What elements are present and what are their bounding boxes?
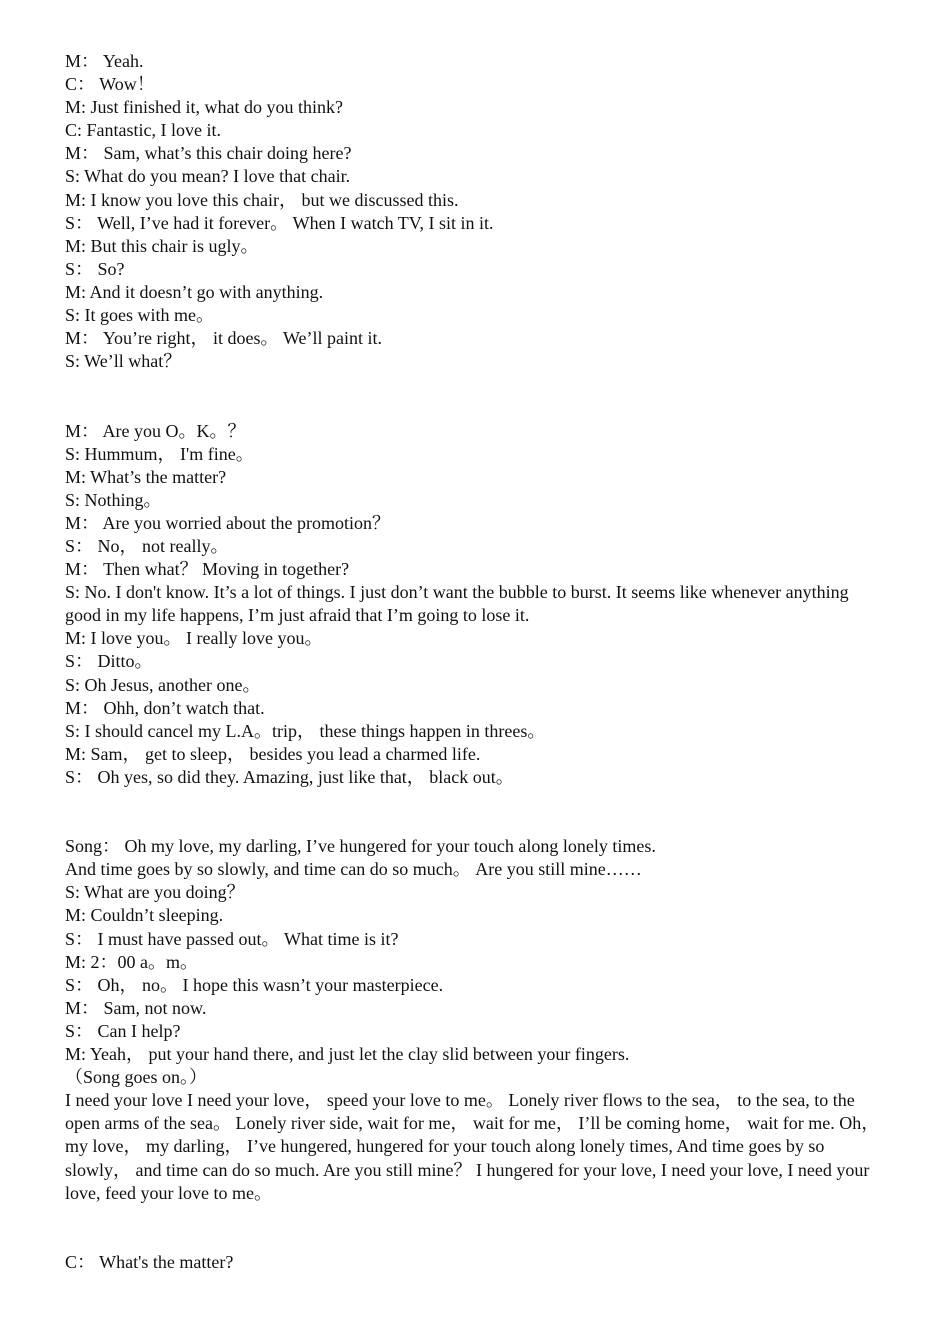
dialogue-line: M: Just finished it, what do you think? (65, 97, 343, 118)
dialogue-line: C: Fantastic, I love it. (65, 120, 221, 141)
dialogue-line: S： Can I help? (65, 1020, 181, 1041)
dialogue-line: S: I should cancel my L.A。trip， these things happen in threes。 (65, 720, 546, 741)
dialogue-line: S： Ditto。 (65, 651, 153, 672)
dialogue-line: M： Ohh, don’t watch that. (65, 697, 265, 718)
dialogue-line: S: It goes with me。 (65, 305, 214, 326)
dialogue-line: S： Oh yes, so did they. Amazing, just like that， black out。 (65, 766, 514, 787)
dialogue-line: M： You’re right， it does。 We’ll paint it. (65, 328, 383, 349)
dialogue-line: M: I love you。 I really love you。 (65, 628, 323, 649)
dialogue-line: Song： Oh my love, my darling, I’ve hungered for your touch along lonely times. (65, 836, 656, 857)
dialogue-line: M： Yeah. (65, 51, 144, 71)
section-spacer (65, 789, 885, 835)
dialogue-line: M: 2：00 a。m。 (65, 951, 198, 972)
dialogue-line: S： Oh， no。 I hope this wasn’t your masterpiece. (65, 974, 444, 995)
dialogue-line: S: What do you mean? I love that chair. (65, 166, 351, 187)
dialogue-line: S： Well, I’ve had it forever。 When I watch TV, I sit in it. (65, 212, 494, 233)
dialogue-line: M: But this chair is ugly。 (65, 235, 259, 256)
dialogue-line: M： Sam, not now. (65, 997, 207, 1018)
dialogue-line: M: Yeah， put your hand there, and just let the clay slid between your fingers. (65, 1044, 630, 1065)
dialogue-line: And time goes by so slowly, and time can do so much。 Are you still mine…… (65, 859, 642, 880)
dialogue-line: S： No， not really。 (65, 535, 229, 556)
dialogue-section-4 (65, 1251, 885, 1274)
section-spacer (65, 1205, 885, 1251)
dialogue-line: S: No. I don't know. It’s a lot of things. I just don’t want the bubble to burst. It seems like whenever anything good in my life happens, I’m just afraid that I’m going to lose it. (65, 582, 849, 626)
dialogue-line: M： Are you O。K。？ (65, 420, 246, 441)
dialogue-line: M: What’s the matter? (65, 466, 227, 487)
dialogue-line: S： So? (65, 258, 125, 279)
song-lyrics-paragraph: I need your love I need your love， speed your love to me。 Lonely river flows to the sea， to the sea, to the open arms of the sea。 Lonely river side, wait for me， wait for me， I’ll be coming home， wait for me. Oh， my love， my darling， I’ve hungered, hungered for your touch along lonely times, And time goes by so slowly， and time can do so much. Are you still mine？ I hungered for your love, I need your love, I need your love, feed your love to me。 (65, 1090, 880, 1203)
dialogue-line: S: Oh Jesus, another one。 (65, 674, 261, 695)
dialogue-line: M: I know you love this chair， but we discussed this. (65, 189, 459, 210)
stage-direction: （Song goes on。） (65, 1067, 208, 1088)
dialogue-line: S: Hummum， I'm fine。 (65, 443, 254, 464)
dialogue-line: M： Sam, what’s this chair doing here? (65, 143, 352, 164)
dialogue-line: M： Then what？ Moving in together? (65, 559, 350, 580)
dialogue-section-3 (65, 835, 885, 1205)
dialogue-line: M: And it doesn’t go with anything. (65, 281, 324, 302)
dialogue-line: S: What are you doing？ (65, 882, 245, 903)
section-spacer (65, 373, 885, 419)
document-page (65, 50, 885, 1274)
dialogue-section-2 (65, 420, 885, 790)
dialogue-line: M： Are you worried about the promotion？ (65, 512, 390, 533)
dialogue-section-1 (65, 50, 885, 373)
dialogue-line: S： I must have passed out。 What time is it? (65, 928, 399, 949)
dialogue-line: S: We’ll what？ (65, 351, 182, 372)
dialogue-line: C： What's the matter? (65, 1251, 234, 1272)
dialogue-line: M: Couldn’t sleeping. (65, 905, 224, 926)
dialogue-line: S: Nothing。 (65, 489, 162, 510)
dialogue-line: C： Wow！ (65, 74, 155, 95)
dialogue-line: M: Sam， get to sleep， besides you lead a charmed life. (65, 743, 481, 764)
